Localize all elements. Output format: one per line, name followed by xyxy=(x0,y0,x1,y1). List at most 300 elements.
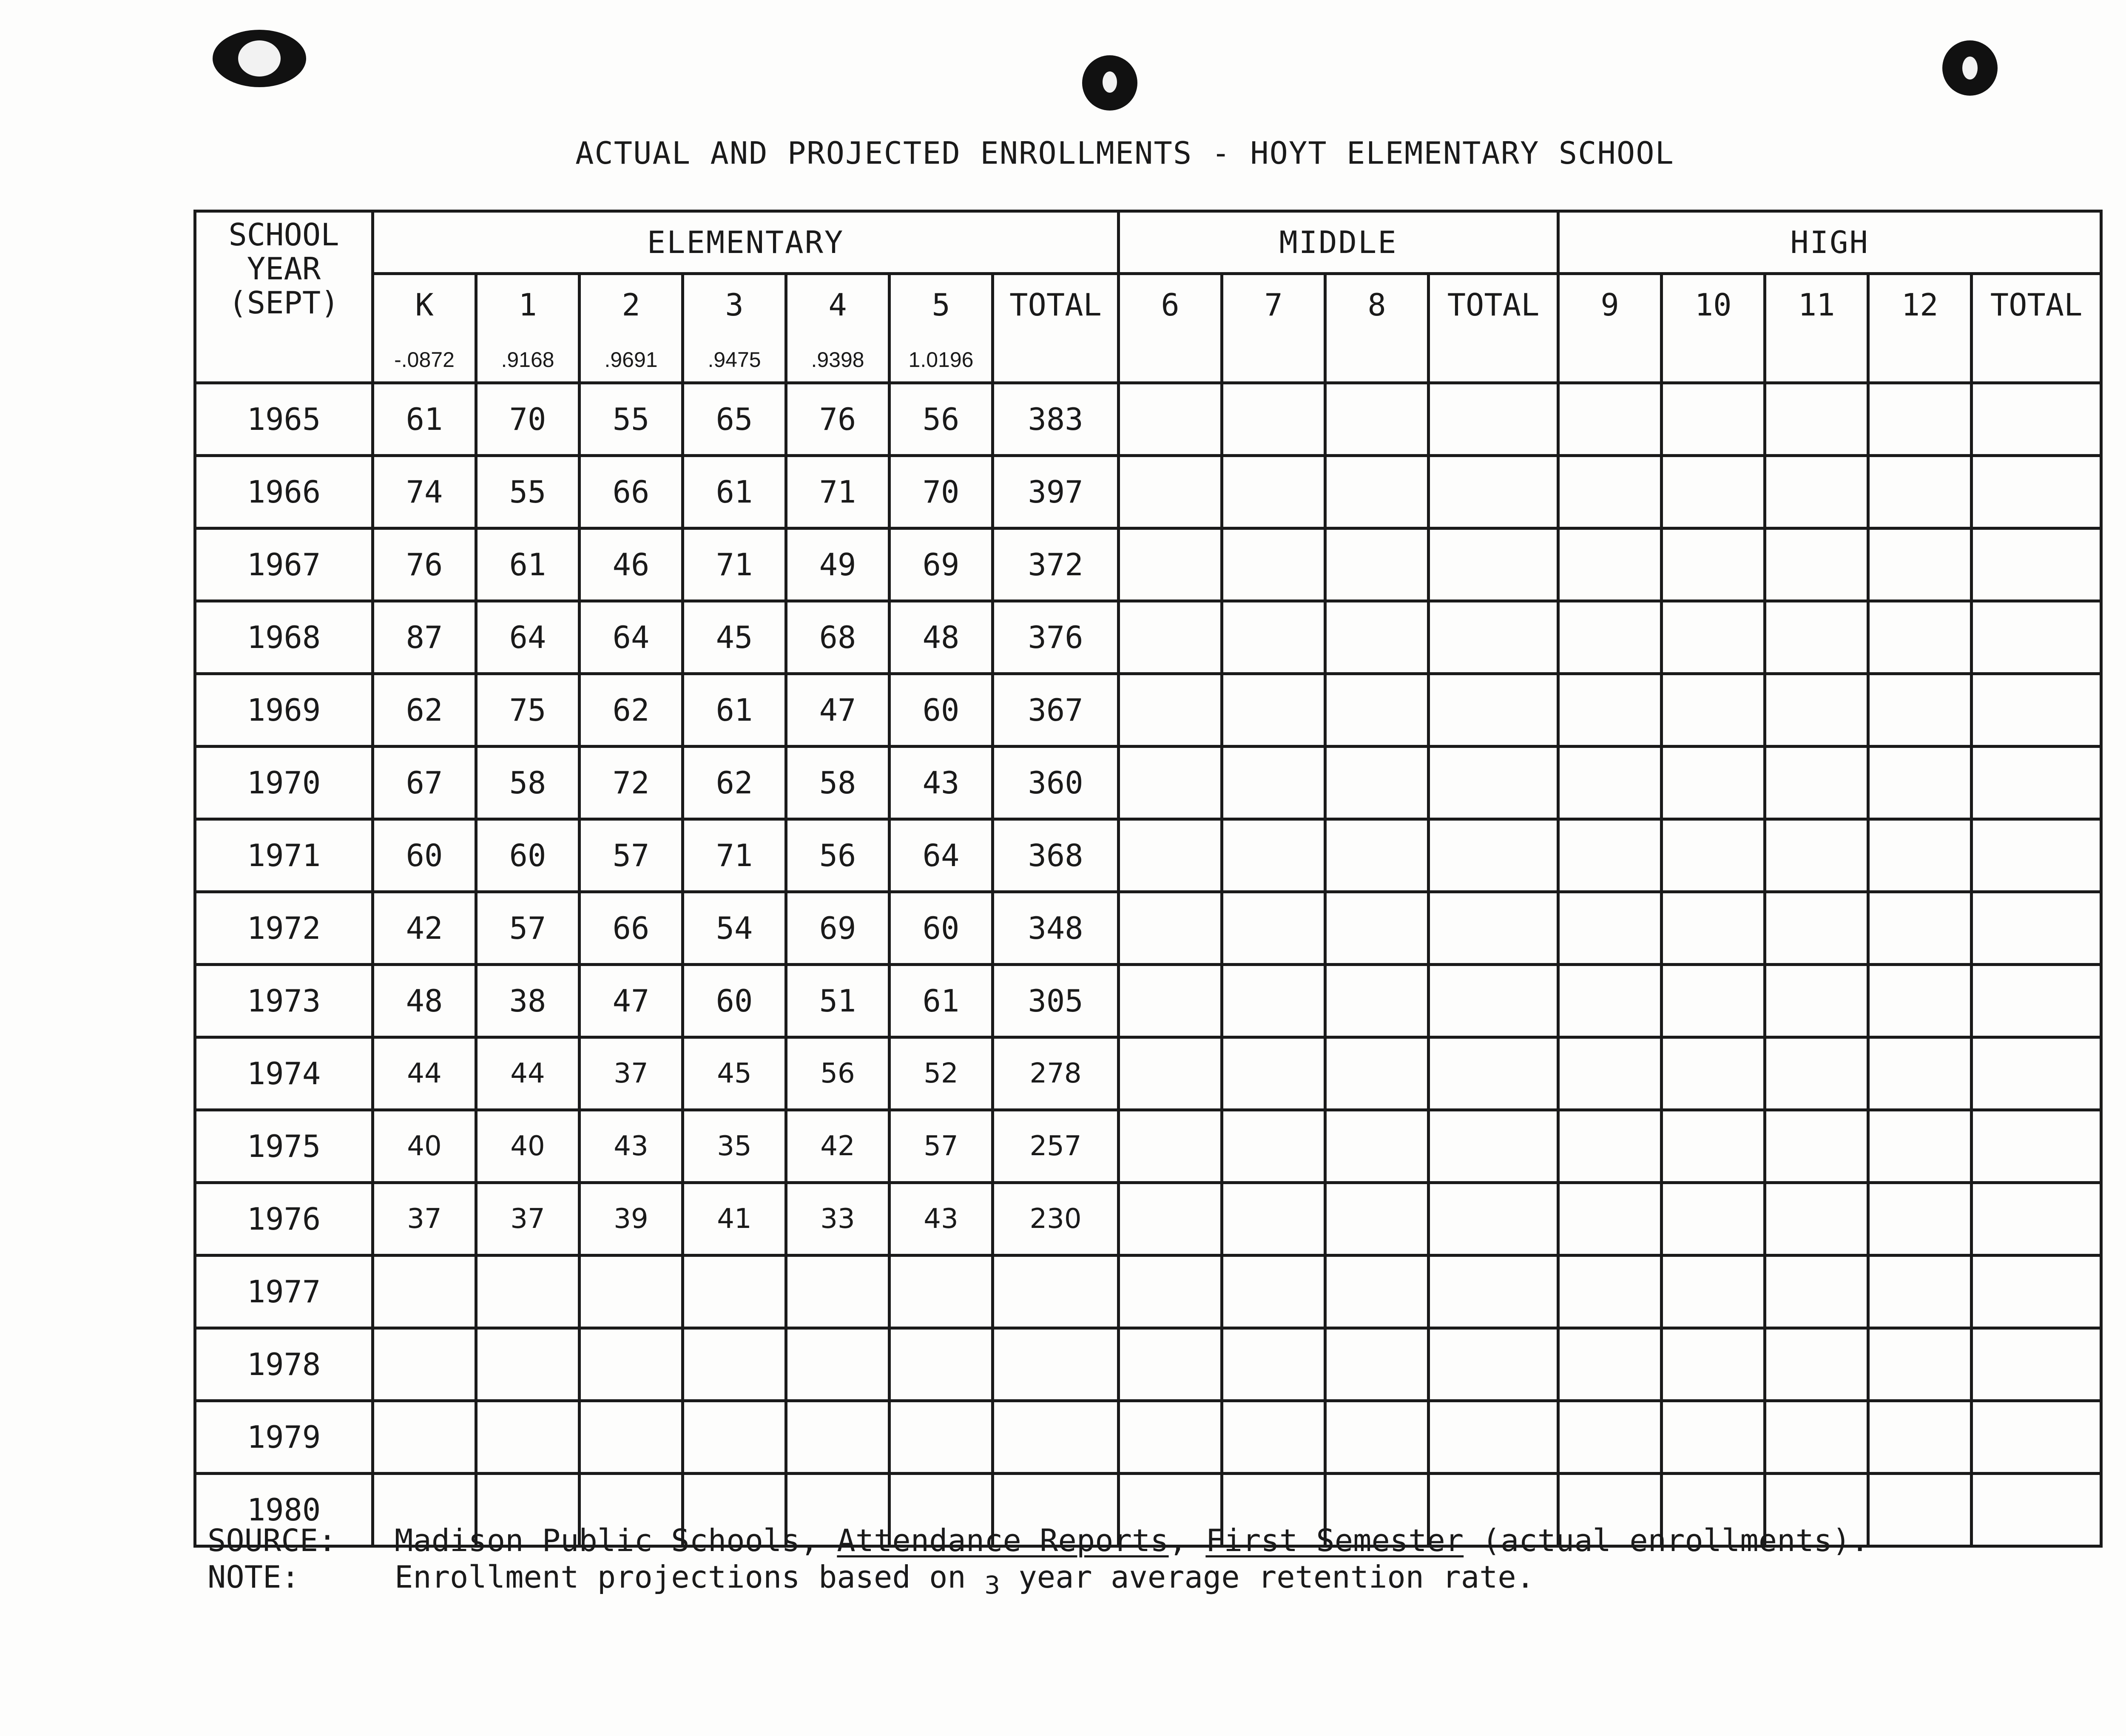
empty-cell xyxy=(1662,1328,1765,1401)
empty-cell xyxy=(1222,1037,1325,1110)
elementary-total-cell xyxy=(993,1256,1119,1328)
empty-cell xyxy=(1662,1037,1765,1110)
col-header-k: K -.0872 xyxy=(373,274,476,383)
empty-cell xyxy=(1868,601,1972,674)
enrollment-cell: 41 xyxy=(683,1183,786,1256)
empty-cell xyxy=(1662,528,1765,601)
enrollment-cell: 67 xyxy=(373,747,476,819)
empty-cell xyxy=(1765,747,1868,819)
empty-cell xyxy=(1868,819,1972,892)
empty-cell xyxy=(1868,383,1972,456)
enrollment-cell: 37 xyxy=(373,1183,476,1256)
retention-rate-k: -.0872 xyxy=(394,348,455,372)
empty-cell xyxy=(1972,1183,2101,1256)
empty-cell xyxy=(1325,456,1429,528)
enrollment-cell xyxy=(786,1256,890,1328)
empty-cell xyxy=(1972,1037,2101,1110)
enrollment-cell xyxy=(373,1328,476,1401)
enrollment-cell: 60 xyxy=(890,892,993,965)
empty-cell xyxy=(1558,1401,1662,1474)
enrollment-cell: 69 xyxy=(890,528,993,601)
enrollment-cell: 87 xyxy=(373,601,476,674)
enrollment-cell: 51 xyxy=(786,965,890,1037)
empty-cell xyxy=(1765,1328,1868,1401)
source-label: SOURCE: xyxy=(207,1523,337,1558)
enrollment-cell: 47 xyxy=(580,965,683,1037)
empty-cell xyxy=(1868,1183,1972,1256)
enrollment-cell: 44 xyxy=(373,1037,476,1110)
empty-cell xyxy=(1558,819,1662,892)
source-underlined-2: First Semester xyxy=(1205,1523,1464,1558)
empty-cell xyxy=(1222,1110,1325,1183)
source-underlined-1: Attendance Reports xyxy=(837,1523,1169,1558)
col-header-4: 4 .9398 xyxy=(786,274,890,383)
enrollment-cell: 62 xyxy=(580,674,683,747)
empty-cell xyxy=(1868,1256,1972,1328)
year-cell: 1976 xyxy=(195,1183,373,1256)
empty-cell xyxy=(1429,1183,1558,1256)
empty-cell xyxy=(1429,1037,1558,1110)
enrollment-cell: 43 xyxy=(890,747,993,819)
col-header-elem-total: TOTAL xyxy=(993,274,1119,383)
year-cell: 1969 xyxy=(195,674,373,747)
empty-cell xyxy=(1972,1401,2101,1474)
enrollment-cell: 57 xyxy=(476,892,580,965)
empty-cell xyxy=(1119,674,1222,747)
col-header-9: 9 xyxy=(1558,274,1662,383)
enrollment-cell: 64 xyxy=(476,601,580,674)
empty-cell xyxy=(1119,1183,1222,1256)
enrollment-cell: 60 xyxy=(890,674,993,747)
empty-cell xyxy=(1868,747,1972,819)
enrollment-cell: 70 xyxy=(890,456,993,528)
enrollment-cell: 57 xyxy=(580,819,683,892)
empty-cell xyxy=(1119,383,1222,456)
enrollment-cell: 33 xyxy=(786,1183,890,1256)
empty-cell xyxy=(1429,601,1558,674)
retention-rate-1: .9168 xyxy=(501,348,554,372)
col-header-10: 10 xyxy=(1662,274,1765,383)
empty-cell xyxy=(1222,892,1325,965)
enrollment-table xyxy=(193,210,2103,1548)
source-note xyxy=(207,1522,1869,1559)
empty-cell xyxy=(1662,674,1765,747)
empty-cell xyxy=(1119,747,1222,819)
table-row xyxy=(195,383,2101,456)
document-title: ACTUAL AND PROJECTED ENROLLMENTS - HOYT ELEMENTARY SCHOOL xyxy=(575,135,1674,171)
empty-cell xyxy=(1222,1401,1325,1474)
empty-cell xyxy=(1558,456,1662,528)
year-cell: 1975 xyxy=(195,1110,373,1183)
empty-cell xyxy=(1972,747,2101,819)
enrollment-cell: 74 xyxy=(373,456,476,528)
empty-cell xyxy=(1119,1110,1222,1183)
enrollment-cell: 55 xyxy=(476,456,580,528)
empty-cell xyxy=(1765,456,1868,528)
empty-cell xyxy=(1765,528,1868,601)
empty-cell xyxy=(1972,1256,2101,1328)
empty-cell xyxy=(1558,892,1662,965)
enrollment-cell xyxy=(373,1401,476,1474)
table-row xyxy=(195,965,2101,1037)
empty-cell xyxy=(1558,965,1662,1037)
empty-cell xyxy=(1662,1401,1765,1474)
col-header-11: 11 xyxy=(1765,274,1868,383)
elementary-total-cell: 367 xyxy=(993,674,1119,747)
elementary-total-cell: 257 xyxy=(993,1110,1119,1183)
empty-cell xyxy=(1325,601,1429,674)
enrollment-cell xyxy=(373,1256,476,1328)
enrollment-cell: 45 xyxy=(683,601,786,674)
col-header-5: 5 1.0196 xyxy=(890,274,993,383)
enrollment-cell: 60 xyxy=(373,819,476,892)
empty-cell xyxy=(1325,1183,1429,1256)
empty-cell xyxy=(1558,1037,1662,1110)
empty-cell xyxy=(1972,1474,2101,1546)
empty-cell xyxy=(1868,1037,1972,1110)
empty-cell xyxy=(1868,456,1972,528)
enrollment-cell: 65 xyxy=(683,383,786,456)
source-text: Madison Public Schools, Attendance Reports, First Semester (actual enrollments). xyxy=(395,1523,1869,1558)
enrollment-cell: 44 xyxy=(476,1037,580,1110)
enrollment-cell: 54 xyxy=(683,892,786,965)
empty-cell xyxy=(1222,965,1325,1037)
empty-cell xyxy=(1868,1328,1972,1401)
enrollment-cell xyxy=(890,1256,993,1328)
table-row xyxy=(195,456,2101,528)
empty-cell xyxy=(1222,1256,1325,1328)
empty-cell xyxy=(1558,747,1662,819)
enrollment-cell xyxy=(683,1328,786,1401)
note-handwritten-number: 3 xyxy=(984,1571,1000,1600)
enrollment-cell: 62 xyxy=(683,747,786,819)
empty-cell xyxy=(1222,456,1325,528)
enrollment-cell: 49 xyxy=(786,528,890,601)
year-cell: 1980 xyxy=(195,1474,373,1546)
empty-cell xyxy=(1972,456,2101,528)
elementary-total-cell: 348 xyxy=(993,892,1119,965)
empty-cell xyxy=(1868,674,1972,747)
projection-note xyxy=(207,1559,1869,1600)
elementary-total-cell: 230 xyxy=(993,1183,1119,1256)
enrollment-cell: 52 xyxy=(890,1037,993,1110)
empty-cell xyxy=(1325,1401,1429,1474)
year-cell: 1971 xyxy=(195,819,373,892)
empty-cell xyxy=(1119,1328,1222,1401)
empty-cell xyxy=(1972,965,2101,1037)
enrollment-cell: 56 xyxy=(786,819,890,892)
enrollment-cell: 75 xyxy=(476,674,580,747)
empty-cell xyxy=(1119,1037,1222,1110)
enrollment-cell: 71 xyxy=(683,819,786,892)
year-cell: 1966 xyxy=(195,456,373,528)
empty-cell xyxy=(1119,1256,1222,1328)
year-cell: 1973 xyxy=(195,965,373,1037)
empty-cell xyxy=(1558,1183,1662,1256)
enrollment-cell: 56 xyxy=(786,1037,890,1110)
enrollment-cell: 55 xyxy=(580,383,683,456)
empty-cell xyxy=(1325,965,1429,1037)
empty-cell xyxy=(1765,1401,1868,1474)
year-cell: 1965 xyxy=(195,383,373,456)
enrollment-cell: 61 xyxy=(683,456,786,528)
enrollment-cell xyxy=(476,1328,580,1401)
enrollment-cell: 48 xyxy=(373,965,476,1037)
empty-cell xyxy=(1325,747,1429,819)
enrollment-cell: 76 xyxy=(373,528,476,601)
empty-cell xyxy=(1662,892,1765,965)
empty-cell xyxy=(1558,383,1662,456)
elementary-total-cell: 368 xyxy=(993,819,1119,892)
empty-cell xyxy=(1325,1256,1429,1328)
empty-cell xyxy=(1429,819,1558,892)
empty-cell xyxy=(1662,601,1765,674)
punch-hole-center-inner xyxy=(1103,71,1117,93)
empty-cell xyxy=(1765,1037,1868,1110)
enrollment-cell xyxy=(890,1328,993,1401)
enrollment-cell: 71 xyxy=(683,528,786,601)
enrollment-table-body xyxy=(195,383,2101,1546)
enrollment-cell xyxy=(890,1401,993,1474)
empty-cell xyxy=(1765,674,1868,747)
empty-cell xyxy=(1222,674,1325,747)
enrollment-cell: 76 xyxy=(786,383,890,456)
empty-cell xyxy=(1119,965,1222,1037)
enrollment-cell: 61 xyxy=(476,528,580,601)
empty-cell xyxy=(1558,601,1662,674)
year-cell: 1978 xyxy=(195,1328,373,1401)
empty-cell xyxy=(1972,383,2101,456)
empty-cell xyxy=(1429,1256,1558,1328)
enrollment-cell: 70 xyxy=(476,383,580,456)
empty-cell xyxy=(1222,747,1325,819)
punch-hole-right-inner xyxy=(1962,57,1978,80)
col-header-7: 7 xyxy=(1222,274,1325,383)
elementary-total-cell xyxy=(993,1401,1119,1474)
punch-hole-left-inner xyxy=(238,40,281,77)
enrollment-cell: 37 xyxy=(580,1037,683,1110)
enrollment-cell: 58 xyxy=(786,747,890,819)
empty-cell xyxy=(1765,1183,1868,1256)
enrollment-cell xyxy=(786,1401,890,1474)
elementary-total-cell: 305 xyxy=(993,965,1119,1037)
table-row xyxy=(195,1037,2101,1110)
table-row xyxy=(195,1110,2101,1183)
col-header-1: 1 .9168 xyxy=(476,274,580,383)
enrollment-cell: 40 xyxy=(476,1110,580,1183)
empty-cell xyxy=(1868,965,1972,1037)
enrollment-cell: 64 xyxy=(890,819,993,892)
empty-cell xyxy=(1325,674,1429,747)
col-header-12: 12 xyxy=(1868,274,1972,383)
empty-cell xyxy=(1868,1474,1972,1546)
empty-cell xyxy=(1222,528,1325,601)
year-cell: 1968 xyxy=(195,601,373,674)
table-row xyxy=(195,1401,2101,1474)
empty-cell xyxy=(1119,819,1222,892)
retention-rate-4: .9398 xyxy=(811,348,864,372)
enrollment-cell xyxy=(786,1328,890,1401)
empty-cell xyxy=(1429,1328,1558,1401)
col-header-high-total: TOTAL xyxy=(1972,274,2101,383)
enrollment-cell xyxy=(683,1401,786,1474)
empty-cell xyxy=(1662,456,1765,528)
table-row xyxy=(195,819,2101,892)
table-row xyxy=(195,1328,2101,1401)
year-cell: 1977 xyxy=(195,1256,373,1328)
empty-cell xyxy=(1429,747,1558,819)
group-header-high: HIGH xyxy=(1558,211,2101,274)
empty-cell xyxy=(1765,1256,1868,1328)
enrollment-cell: 38 xyxy=(476,965,580,1037)
enrollment-cell: 46 xyxy=(580,528,683,601)
note-text: Enrollment projections based on 3 year average retention rate. xyxy=(395,1559,1535,1600)
empty-cell xyxy=(1972,1110,2101,1183)
empty-cell xyxy=(1119,892,1222,965)
empty-cell xyxy=(1429,456,1558,528)
enrollment-cell: 61 xyxy=(373,383,476,456)
enrollment-cell: 64 xyxy=(580,601,683,674)
empty-cell xyxy=(1765,1110,1868,1183)
enrollment-cell: 72 xyxy=(580,747,683,819)
empty-cell xyxy=(1868,528,1972,601)
enrollment-cell: 37 xyxy=(476,1183,580,1256)
empty-cell xyxy=(1429,674,1558,747)
school-year-header: SCHOOL YEAR (SEPT) xyxy=(195,211,373,383)
elementary-total-cell: 360 xyxy=(993,747,1119,819)
empty-cell xyxy=(1429,528,1558,601)
empty-cell xyxy=(1222,1328,1325,1401)
enrollment-cell: 61 xyxy=(683,674,786,747)
enrollment-cell: 42 xyxy=(373,892,476,965)
enrollment-cell: 60 xyxy=(683,965,786,1037)
empty-cell xyxy=(1429,1401,1558,1474)
empty-cell xyxy=(1429,965,1558,1037)
empty-cell xyxy=(1429,892,1558,965)
empty-cell xyxy=(1972,601,2101,674)
retention-rate-3: .9475 xyxy=(708,348,761,372)
empty-cell xyxy=(1972,819,2101,892)
enrollment-cell: 57 xyxy=(890,1110,993,1183)
empty-cell xyxy=(1558,1328,1662,1401)
enrollment-cell: 40 xyxy=(373,1110,476,1183)
enrollment-cell: 58 xyxy=(476,747,580,819)
empty-cell xyxy=(1429,383,1558,456)
col-header-middle-total: TOTAL xyxy=(1429,274,1558,383)
empty-cell xyxy=(1868,892,1972,965)
col-header-2: 2 .9691 xyxy=(580,274,683,383)
col-header-3: 3 .9475 xyxy=(683,274,786,383)
enrollment-cell xyxy=(476,1256,580,1328)
group-header-middle: MIDDLE xyxy=(1119,211,1558,274)
enrollment-cell: 66 xyxy=(580,456,683,528)
enrollment-cell: 43 xyxy=(890,1183,993,1256)
empty-cell xyxy=(1558,674,1662,747)
table-row xyxy=(195,674,2101,747)
table-row xyxy=(195,601,2101,674)
empty-cell xyxy=(1119,1401,1222,1474)
enrollment-cell: 62 xyxy=(373,674,476,747)
empty-cell xyxy=(1972,528,2101,601)
footnotes xyxy=(207,1522,1869,1600)
empty-cell xyxy=(1765,892,1868,965)
empty-cell xyxy=(1972,892,2101,965)
enrollment-cell: 39 xyxy=(580,1183,683,1256)
empty-cell xyxy=(1325,1328,1429,1401)
year-cell: 1974 xyxy=(195,1037,373,1110)
empty-cell xyxy=(1868,1401,1972,1474)
empty-cell xyxy=(1972,1328,2101,1401)
enrollment-cell: 42 xyxy=(786,1110,890,1183)
empty-cell xyxy=(1325,383,1429,456)
empty-cell xyxy=(1429,1110,1558,1183)
empty-cell xyxy=(1558,1256,1662,1328)
empty-cell xyxy=(1222,601,1325,674)
empty-cell xyxy=(1972,674,2101,747)
year-cell: 1979 xyxy=(195,1401,373,1474)
empty-cell xyxy=(1325,892,1429,965)
empty-cell xyxy=(1765,819,1868,892)
empty-cell xyxy=(1222,1183,1325,1256)
elementary-total-cell xyxy=(993,1328,1119,1401)
empty-cell xyxy=(1558,528,1662,601)
empty-cell xyxy=(1222,383,1325,456)
enrollment-cell: 43 xyxy=(580,1110,683,1183)
empty-cell xyxy=(1222,819,1325,892)
col-header-6: 6 xyxy=(1119,274,1222,383)
table-row xyxy=(195,1183,2101,1256)
empty-cell xyxy=(1662,1110,1765,1183)
elementary-total-cell: 397 xyxy=(993,456,1119,528)
enrollment-cell: 60 xyxy=(476,819,580,892)
enrollment-cell: 56 xyxy=(890,383,993,456)
empty-cell xyxy=(1325,528,1429,601)
empty-cell xyxy=(1662,747,1765,819)
empty-cell xyxy=(1325,1110,1429,1183)
empty-cell xyxy=(1119,601,1222,674)
enrollment-cell xyxy=(580,1401,683,1474)
table-row xyxy=(195,1256,2101,1328)
year-cell: 1972 xyxy=(195,892,373,965)
empty-cell xyxy=(1325,819,1429,892)
empty-cell xyxy=(1119,528,1222,601)
enrollment-cell: 71 xyxy=(786,456,890,528)
enrollment-cell xyxy=(580,1328,683,1401)
empty-cell xyxy=(1765,383,1868,456)
empty-cell xyxy=(1662,819,1765,892)
enrollment-cell: 48 xyxy=(890,601,993,674)
empty-cell xyxy=(1662,1256,1765,1328)
enrollment-cell: 35 xyxy=(683,1110,786,1183)
elementary-total-cell: 383 xyxy=(993,383,1119,456)
empty-cell xyxy=(1662,383,1765,456)
empty-cell xyxy=(1765,965,1868,1037)
enrollment-cell: 61 xyxy=(890,965,993,1037)
enrollment-cell: 66 xyxy=(580,892,683,965)
enrollment-cell: 69 xyxy=(786,892,890,965)
empty-cell xyxy=(1765,601,1868,674)
enrollment-cell xyxy=(683,1256,786,1328)
elementary-total-cell: 372 xyxy=(993,528,1119,601)
table-row xyxy=(195,892,2101,965)
empty-cell xyxy=(1662,965,1765,1037)
empty-cell xyxy=(1325,1037,1429,1110)
elementary-total-cell: 278 xyxy=(993,1037,1119,1110)
empty-cell xyxy=(1868,1110,1972,1183)
col-header-8: 8 xyxy=(1325,274,1429,383)
table-row xyxy=(195,747,2101,819)
empty-cell xyxy=(1558,1110,1662,1183)
